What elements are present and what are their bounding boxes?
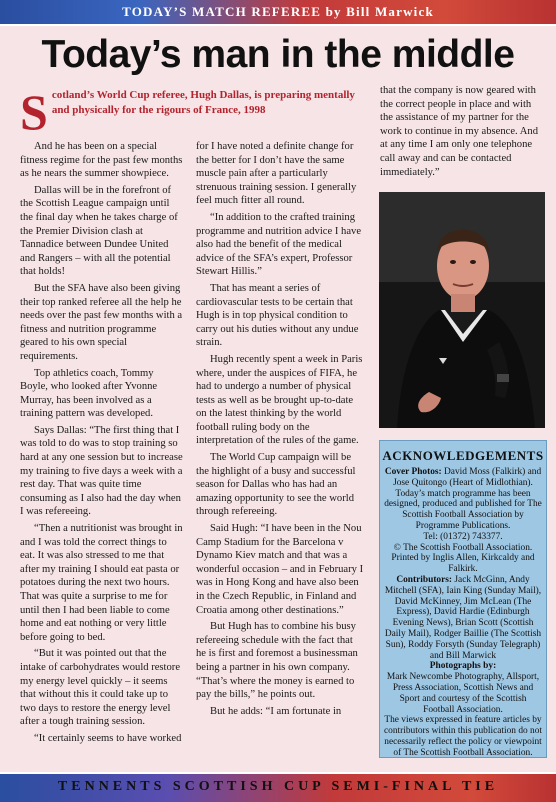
paragraph: “But it was pointed out that the intake of carbohydrates would restore my energy level quickly – it seems that without this it could take up to two days to restore the energy level after a tough training session. (20, 648, 181, 728)
article-column-1 (20, 140, 183, 749)
copyright-notice: © The Scottish Football Association. (393, 542, 533, 553)
programme-publisher-text: Today’s match programme has been designed, produced and published for The Scottish Football Association by Programme Publications. (384, 488, 542, 531)
paragraph: for I have noted a definite change for the better for I don’t have the same muscle pain after a particularly strenuous training session. I generally feel much fitter all round. (196, 141, 357, 207)
article-intro (20, 84, 366, 140)
article-column-3 (380, 84, 544, 182)
telephone-number: Tel: (01372) 743377. (423, 531, 503, 542)
paragraph: Dallas will be in the forefront of the Scottish League campaign until the final day when he takes charge of the Premier Division clash at Tannadice between Dundee United and Rangers – with all the potential that holds! (20, 184, 178, 278)
paragraph: “Then a nutritionist was brought in and I was told the correct things to eat. It was also stressed to me that after my training I should eat pasta or potatoes during the next two hours. That was quite a surprise to me for until then I had been liable to come home and eat nothing or very little before going to bed. (20, 523, 183, 643)
intro-text: cotland’s World Cup referee, Hugh Dallas, is preparing mentally and physically for the rigours of France, 1998 (51, 89, 355, 116)
acknowledgements-box (379, 440, 547, 758)
contributors-credit (380, 575, 546, 661)
paragraph: The World Cup campaign will be the highlight of a busy and successful season for Dallas who has had an amazing opportunity to see the world through refereeing. (196, 452, 356, 518)
photographs-label-text: Photographs by: (429, 661, 497, 672)
paragraph: that the company is now geared with the correct people in place and with the assistance of my partner for the work to continue in my absence. And at any time I am only one telephone call away and can be contacted immediately.” (380, 85, 538, 178)
photographs-label (380, 661, 546, 672)
article-headline: Today’s man in the middle (41, 33, 515, 76)
section-label: TODAY’S MATCH REFEREE by Bill Marwick (122, 4, 434, 19)
cover-photos-credit (380, 467, 546, 489)
acknowledgements-title: ACKNOWLEDGEMENTS (382, 448, 544, 463)
paragraph: Hugh recently spent a week in Paris where, under the auspices of FIFA, he had to undergo a number of physical tests as well as be brought up-to-date on the latest thinking by the world football ruling body on the interpretation of the rules of the game. (196, 353, 363, 447)
paragraph: Says Dallas: “The first thing that I was told to do was to stop training so hard at any one session but to increase my training to five days a week with a rest day. That was quite time consuming as I also had the day when I was refereeing. (20, 424, 183, 518)
footer-banner-text: TENNENTS SCOTTISH CUP SEMI-FINAL TIE (57, 779, 499, 794)
referee-illustration (379, 192, 545, 428)
paragraph: “In addition to the crafted training programme and nutrition advice I have also had the benefit of the medical advice of the SFA’s expert, Professor Stewart Hillis.” (196, 211, 362, 278)
printer-credit: Printed by Inglis Allen, Kirkcaldy and Falkirk. (391, 553, 535, 575)
contributors-label: Contributors: (396, 574, 453, 585)
article-column-2 (196, 140, 364, 721)
paragraph: But he adds: “I am fortunate in (210, 705, 342, 717)
referee-photo (379, 192, 545, 428)
paragraph: Said Hugh: “I have been in the Nou Camp Stadium for the Barcelona v Dynamo Kiev match and that was a wonderful occasion – and in February I was in Hong Kong and have also been in the Czech Republic, in Finland and Croatia among other destinations.” (196, 523, 364, 616)
paragraph: But the SFA have also been giving their top ranked referee all the help he needs over the past few months with a fitness and nutrition programme geared to his own special requirements. (20, 282, 183, 362)
disclaimer-text: The views expressed in feature articles by contributors within this publication do not necessarily reflect the policy or viewpoint of The Scottish Football Association. (383, 715, 543, 758)
paragraph: But Hugh has to combine his busy refereeing schedule with the fact that he is first and foremost a businessman being a partner in his own company. “That’s where the money is earned to pay the bills,” he points out. (196, 621, 358, 701)
paragraph: And he has been on a special fitness regime for the past few months as he nears the summer showpiece. (20, 141, 183, 180)
paragraph: Top athletics coach, Tommy Boyle, who looked after Yvonne Murray, has been involved as a training pattern was developed. (20, 367, 158, 420)
photographs-credit: Mark Newcombe Photography, Allsport, Press Association, Scottish News and Sport and courtesy of the Scottish Football Association. (386, 672, 540, 715)
drop-cap: S (20, 84, 48, 140)
paragraph: “It certainly seems to have worked (34, 732, 182, 744)
paragraph: That has meant a series of cardiovascular tests to be certain that Hugh is in top physical condition to carry out his duties without any undue strain. (196, 282, 359, 349)
cover-photos-label: Cover Photos: (384, 467, 442, 477)
cover-photos-text: David Moss (Falkirk) and Jose Quitongo (Heart of Midlothian). (393, 467, 542, 488)
contributors-text: Jack McGinn, Andy Mitchell (SFA), Iain King (Sunday Mail), David McKinney, Jim McLean (The Express), David Hardie (Edinburgh Evening News), Brian Scott (Scottish Daily Mail), Rodger Baillie (The Scottish Sun), Roddy Forsyth (Sunday Telegraph) and Bill Marwick (384, 574, 542, 661)
